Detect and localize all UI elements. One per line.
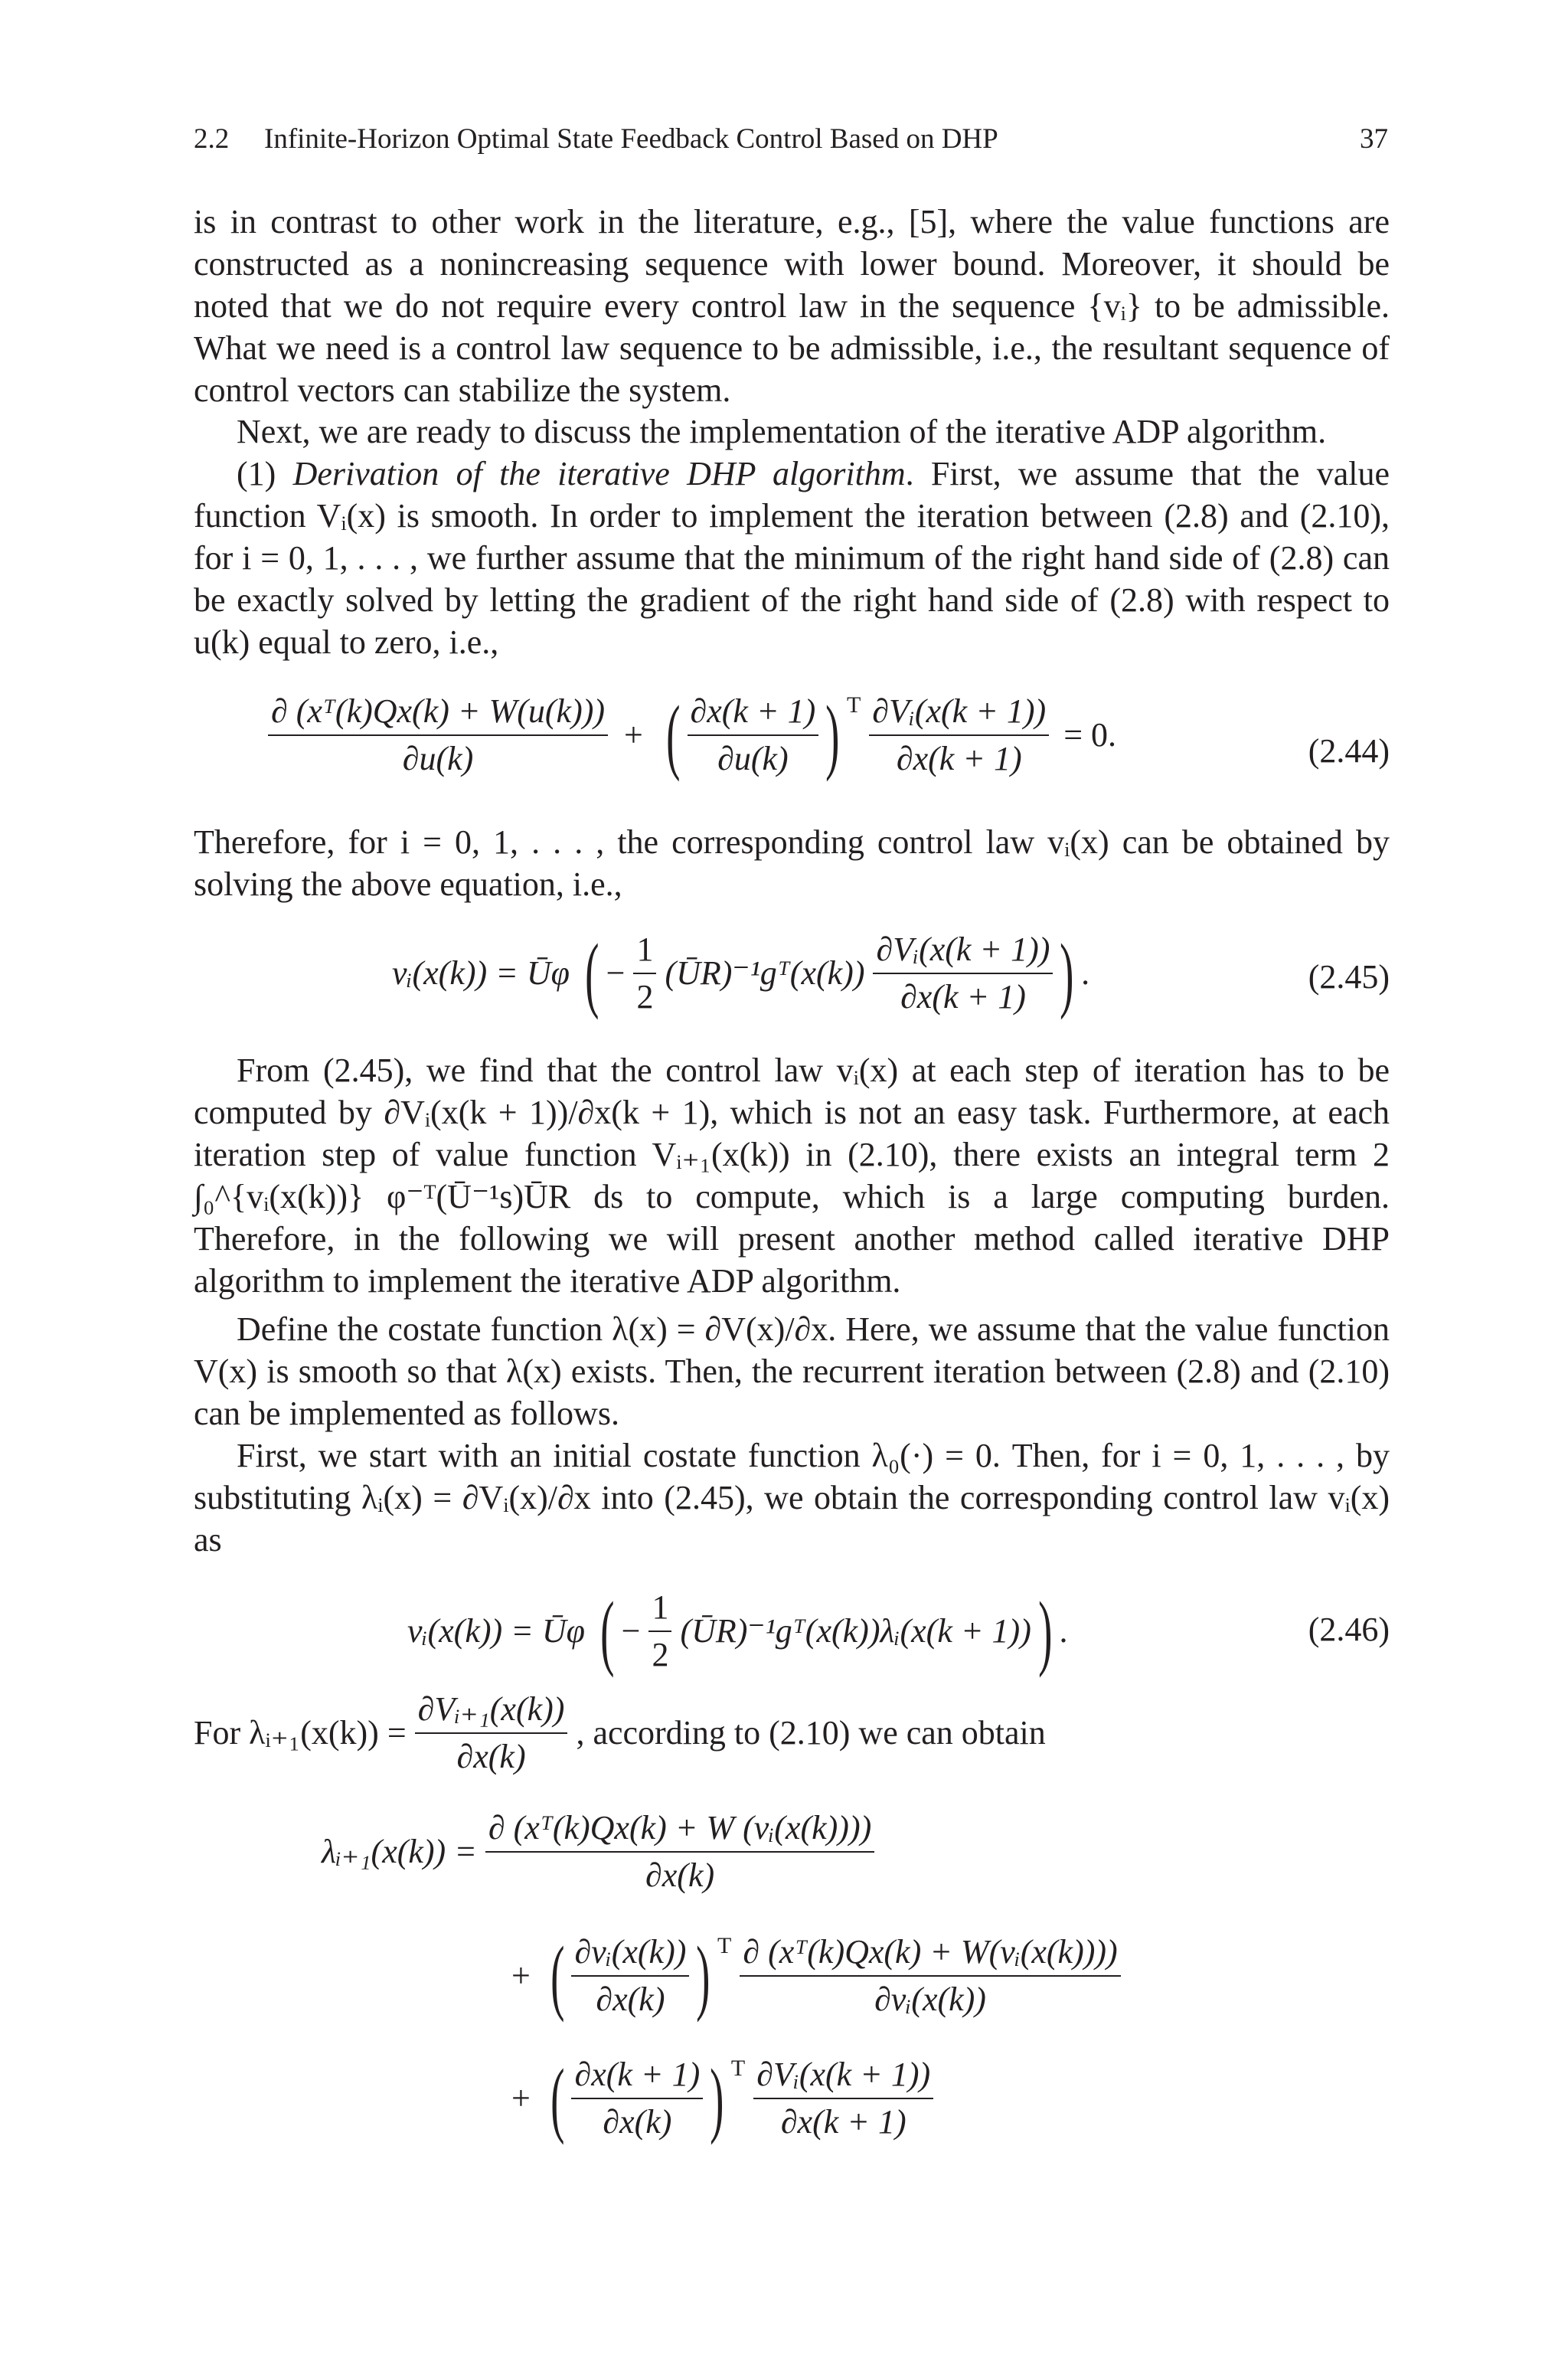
eq246-half: $\frac{1}{2}$ [648, 1591, 671, 1672]
paragraph-8: For λᵢ₊₁(x(k)) = $\frac{\text{∂Vᵢ₊₁(x(k))}}{\partial x(k)}$ , according to (2.10) we can obtain [194, 1690, 1046, 1775]
paragraph-1: is in contrast to other work in the literature, e.g., [5], where the value functions are constructed as a nonincreasing sequence with lower bound. Moreover, it should be noted that we do not require every control law in the sequence {vᵢ} to be admissible. What we need is a control law sequence to be admissible, i.e., the resultant sequence of control vectors can stabilize the system. [194, 203, 1390, 409]
equation-lambda-line-3: + ( $\frac{\partial x(k + 1)}{\partial x(k)}$ ) $^T$ $\frac{\text{∂Vᵢ(x(k + 1))}}{\partial x(k + 1)}$ [511, 2056, 933, 2141]
eq244-frac-1: $\frac{\text{∂ (xᵀ(k)Qx(k) + W(u(k)))}}{\partial u(k)}$ [268, 695, 608, 776]
section-number: 2.2 [194, 123, 230, 155]
equation-lambda-line-2: + ( $\frac{\text{∂vᵢ(x(k))}}{\partial x(k)}$ ) $^T$ $\frac{\text{∂ (xᵀ(k)Qx(k) + W(vᵢ(x(k))))}}{\text{∂vᵢ(x(k))}}$ [511, 1934, 1121, 2018]
paragraph-4: Therefore, for i = 0, 1, . . . , the corresponding control law vᵢ(x) can be obtained by solving the above equation, i.e., [194, 823, 1390, 903]
equation-lambda-line-1: λᵢ₊₁(x(k)) = $\frac{\text{∂ (xᵀ(k)Qx(k) + W (vᵢ(x(k))))}}{\partial x(k)}$ [322, 1811, 874, 1892]
equation-number-2-45: (2.45) [1308, 958, 1390, 996]
equation-number-2-44: (2.44) [1308, 732, 1390, 770]
paragraph-2: Next, we are ready to discuss the implementation of the iterative ADP algorithm. [237, 413, 1327, 450]
lambda-term-3a: $\frac{\partial x(k + 1)}{\partial x(k)}$ [571, 2058, 703, 2139]
lambda-term-3b: $\frac{\text{∂Vᵢ(x(k + 1))}}{\partial x(k + 1)}$ [753, 2058, 933, 2139]
eq245-frac: $\frac{\text{∂Vᵢ(x(k + 1))}}{\partial x(k + 1)}$ [873, 933, 1053, 1014]
paragraph-7: First, we start with an initial costate function λ₀(·) = 0. Then, for i = 0, 1, . . . , by substituting λᵢ(x) = ∂Vᵢ(x)/∂x into (2.45), we obtain the corresponding control law vᵢ(x) as [194, 1437, 1390, 1559]
running-title: Infinite-Horizon Optimal State Feedback Control Based on DHP [264, 123, 998, 155]
paragraph-3-italic: Derivation of the iterative DHP algorithm [292, 455, 906, 492]
eq244-frac-3: $\frac{\text{∂Vᵢ(x(k + 1))}}{\partial x(k + 1)}$ [869, 695, 1049, 776]
equation-2-46: vᵢ(x(k)) = Ūφ ( − $\frac{1}{2}$ (ŪR)⁻¹gᵀ(x(k))λᵢ(x(k + 1))) . [407, 1585, 1068, 1678]
paragraph-6: Define the costate function λ(x) = ∂V(x)/∂x. Here, we assume that the value function V(x) is smooth so that λ(x) exists. Then, the recurrent iteration between (2.8) and (2.10) can be implemented as follows. [194, 1310, 1390, 1432]
para8-frac: $\frac{\text{∂Vᵢ₊₁(x(k))}}{\partial x(k)}$ [415, 1693, 568, 1774]
eq244-frac-2: $\frac{\partial x(k + 1)}{\partial u(k)}$ [688, 695, 819, 776]
paragraph-3-rest: . First, we assume that the value function Vᵢ(x) is smooth. In order to implement the iteration between (2.8) and (2.10), for i = 0, 1, . . . , we further assume that the minimum of the right hand side of (2.8) can be exactly solved by letting the gradient of the right hand side of (2.8) with respect to u(k) equal to zero, i.e., [194, 455, 1390, 661]
paragraph-3 [194, 453, 1390, 663]
equation-2-44: $\frac{\text{∂ (xᵀ(k)Qx(k) + W(u(k)))}}{\partial u(k)}$ + ( $\frac{\partial x(k + 1)}{\partial u(k)}$ ) $^T$ $\frac{\text{∂Vᵢ(x(k + 1))}}{\partial x(k + 1)}$ = 0. [268, 693, 1116, 777]
paragraph-3-lead: (1) [237, 455, 293, 492]
lambda-term-1: $\frac{\text{∂ (xᵀ(k)Qx(k) + W (vᵢ(x(k))))}}{\partial x(k)}$ [485, 1811, 874, 1892]
page-number: 37 [1360, 123, 1388, 155]
equation-number-2-46: (2.46) [1308, 1611, 1390, 1648]
paragraph-5: From (2.45), we find that the control law vᵢ(x) at each step of iteration has to be computed by ∂Vᵢ(x(k + 1))/∂x(k + 1), which is not an easy task. Furthermore, at each iteration step of value function Vᵢ₊₁(x(k)) in (2.10), there exists an integral term 2 ∫₀^{vᵢ(x(k))} φ⁻ᵀ(Ū⁻¹s)ŪR ds to compute, which is a large computing burden. Therefore, in the following we will present another method called iterative DHP algorithm to implement the iterative ADP algorithm. [194, 1052, 1390, 1300]
running-header [194, 123, 1388, 161]
equation-2-45: vᵢ(x(k)) = Ūφ ( − $\frac{1}{2}$ (ŪR)⁻¹gᵀ(x(k)) $\frac{\text{∂Vᵢ(x(k + 1))}}{\partial x(k + 1)}$ ) . [392, 927, 1090, 1020]
lambda-term-2b: $\frac{\text{∂ (xᵀ(k)Qx(k) + W(vᵢ(x(k))))}}{\text{∂vᵢ(x(k))}}$ [740, 1935, 1120, 2017]
eq245-half: $\frac{1}{2}$ [633, 933, 656, 1014]
lambda-term-2a: $\frac{\text{∂vᵢ(x(k))}}{\partial x(k)}$ [571, 1935, 689, 2017]
